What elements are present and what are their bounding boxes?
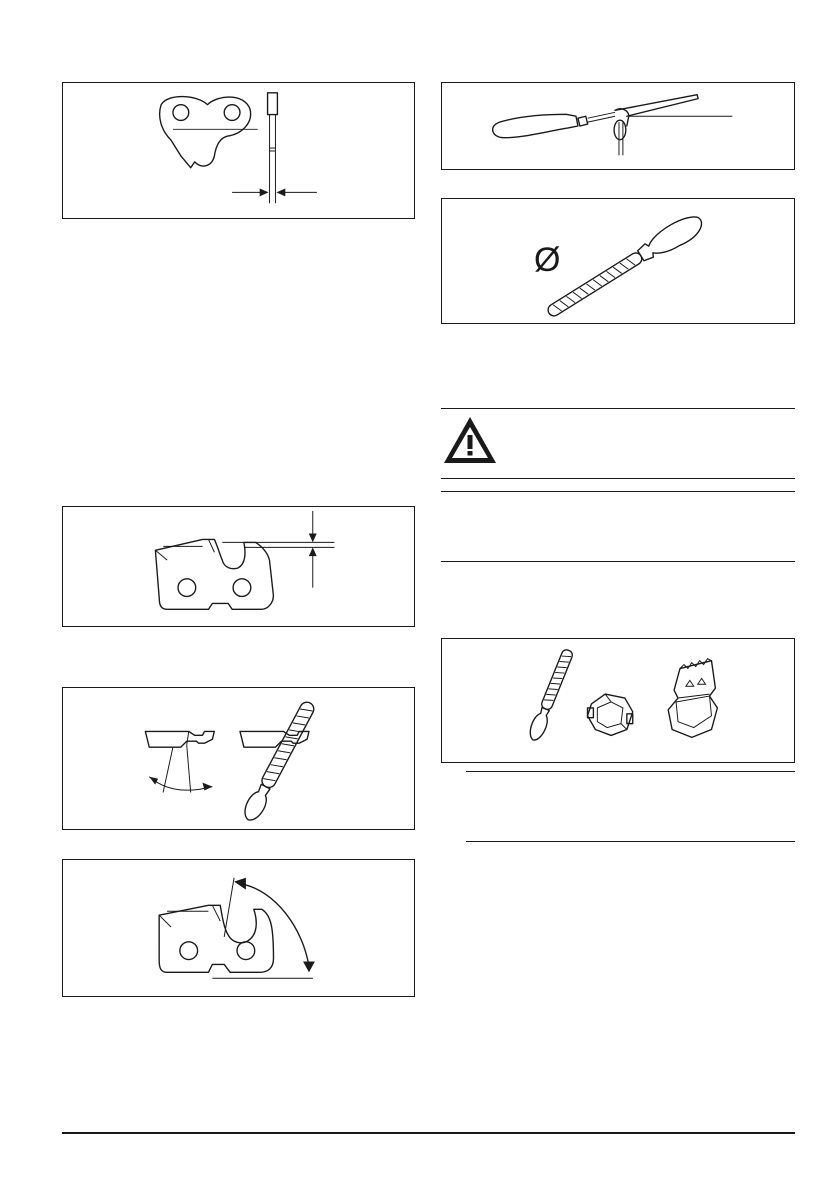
note-rule-top	[441, 491, 795, 492]
file-tool	[240, 699, 318, 824]
file-holder-illustration	[442, 83, 794, 169]
warning-rule-top	[441, 408, 795, 409]
file-tool-small	[527, 648, 576, 743]
figure-drive-link-thickness	[62, 82, 415, 219]
footer-rule	[62, 1132, 795, 1134]
file-angle-illustration	[63, 688, 414, 829]
filing-gauge-tool	[668, 659, 717, 738]
figure-depth-gauge-setting	[62, 506, 415, 627]
figure-sharpening-kit	[441, 638, 795, 763]
warning-triangle-icon	[442, 415, 498, 465]
drive-link-illustration	[63, 83, 414, 218]
figure-file-holder	[441, 82, 795, 170]
depth-gauge-tool	[587, 694, 632, 735]
diameter-symbol: Ø	[534, 241, 561, 279]
figure-top-plate-angle	[62, 859, 415, 997]
sharpening-kit-illustration	[442, 639, 794, 762]
tip-rule-top	[466, 771, 795, 772]
figure-round-file	[441, 198, 795, 324]
depth-gauge-illustration	[63, 507, 414, 626]
warning-rule-bottom	[441, 478, 795, 479]
top-plate-illustration	[63, 860, 414, 996]
tip-rule-bottom	[466, 841, 795, 842]
note-rule-bottom	[441, 561, 795, 562]
round-file-illustration	[442, 199, 794, 323]
figure-file-angle	[62, 687, 415, 830]
